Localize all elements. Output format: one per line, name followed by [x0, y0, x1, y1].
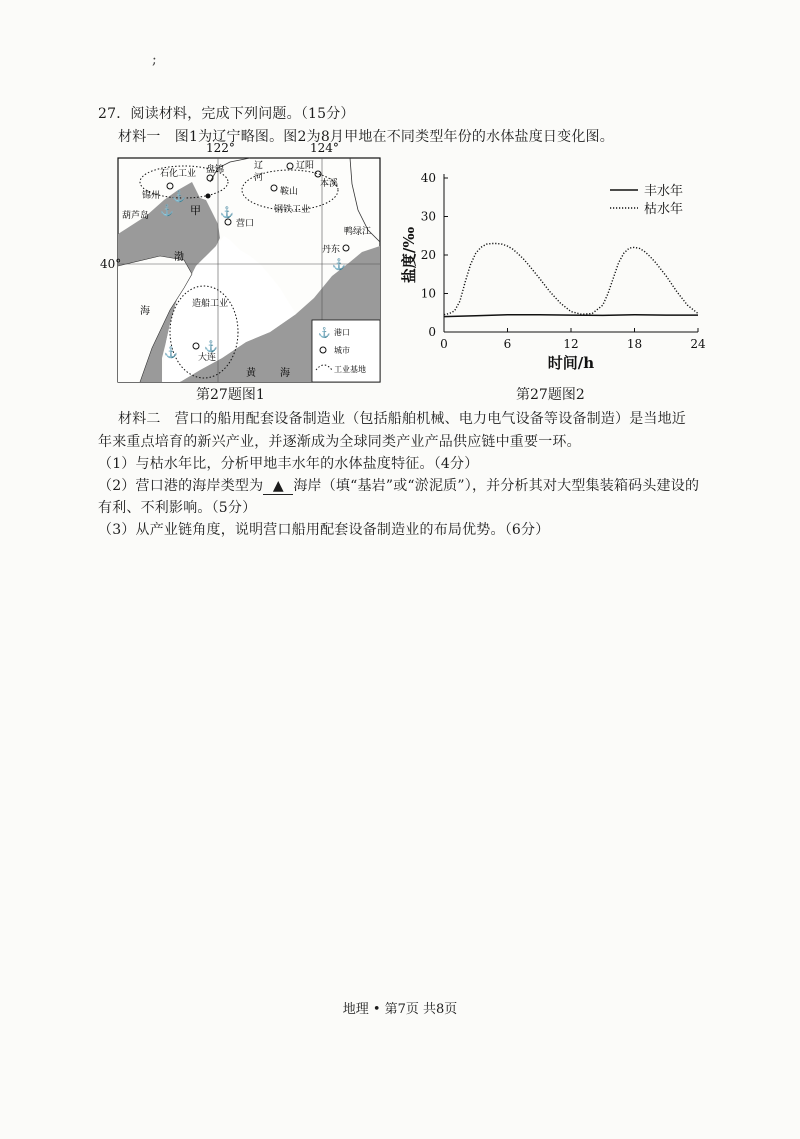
stray-mark: ; — [152, 52, 157, 68]
city-yingkou: 营口 — [236, 219, 255, 229]
city-dandong: 丹东 — [322, 245, 341, 255]
material-two-line1: 材料二 营口的船用配套设备制造业（包括船舶机械、电力电气设备等设备制造）是当地近 — [118, 411, 686, 427]
y-tick-label: 20 — [420, 248, 436, 262]
sub-question-2-suffix: 海岸（填“基岩”或“淤泥质”），并分析其对大型集装箱码头建设的 — [293, 478, 700, 494]
answer-blank[interactable]: ▲ — [263, 478, 293, 495]
lat-40-label: 40° — [100, 257, 122, 271]
city-jinzhou: 锦州 — [142, 191, 161, 201]
zone-petrochem-label: 石化工业 — [160, 169, 197, 179]
lon-124-label: 124° — [310, 141, 339, 155]
lon-122-label: 122° — [206, 141, 235, 155]
liaoning-map — [100, 138, 382, 384]
series-line-dry-year — [444, 244, 698, 315]
port-anchor-icon: ⚓ — [164, 346, 178, 359]
x-tick-label: 18 — [626, 337, 643, 351]
sub-question-2-line1 — [98, 475, 699, 495]
sea-label-bo: 渤 — [174, 252, 184, 263]
river-label-he: 河 — [254, 173, 264, 183]
sea-label-huang: 黄 — [246, 368, 256, 379]
page-footer: 地理 • 第7页 共8页 — [342, 1002, 458, 1017]
sea-label-hai2: 海 — [280, 368, 290, 379]
sub-question-1: （1）与枯水年比，分析甲地丰水年的水体盐度特征。（4分） — [98, 456, 479, 472]
legend-port-label: 港口 — [334, 328, 350, 337]
x-tick-label: 0 — [440, 337, 448, 351]
legend-label: 丰水年 — [644, 184, 684, 199]
legend-label: 枯水年 — [644, 202, 684, 217]
port-anchor-icon: ⚓ — [172, 190, 186, 203]
chart-caption: 第27题图2 — [516, 387, 585, 403]
sea-label-hai: 海 — [140, 306, 150, 317]
port-anchor-icon: ⚓ — [332, 258, 346, 271]
salinity-chart — [400, 160, 710, 382]
point-jia-label: 甲 — [190, 204, 201, 217]
sub-question-2-prefix: （2）营口港的海岸类型为 — [98, 478, 264, 494]
x-tick-label: 6 — [503, 337, 512, 351]
city-liaoyang: 辽阳 — [296, 161, 315, 171]
legend-port-icon: ⚓ — [318, 328, 331, 339]
river-label-liao: 辽 — [254, 161, 264, 171]
material-two-line2: 年来重点培育的新兴产业，并逐渐成为全球同类产业产品供应链中重要一环。 — [98, 434, 581, 450]
city-benxi: 本溪 — [320, 179, 339, 189]
series-line-wet-year — [444, 315, 698, 317]
x-tick-label: 12 — [563, 337, 579, 351]
x-axis-label: 时间/h — [547, 354, 595, 372]
material-one: 材料一 图1为辽宁略图。图2为8月甲地在不同类型年份的水体盐度日变化图。 — [118, 129, 614, 145]
river-label-yalu: 鸭绿江 — [344, 227, 372, 237]
point-jia-marker — [206, 194, 211, 199]
port-anchor-icon: ⚓ — [220, 206, 234, 219]
y-tick-label: 10 — [420, 286, 436, 301]
y-tick-label: 30 — [420, 209, 436, 224]
city-panjin: 盘锦 — [206, 165, 225, 175]
zone-steel-label: 钢铁工业 — [274, 205, 311, 215]
zone-shipbuilding-label: 造船工业 — [192, 299, 229, 309]
map-caption: 第27题图1 — [196, 387, 265, 403]
y-axis-label: 盐度/‰ — [400, 226, 418, 284]
port-anchor-icon: ⚓ — [160, 204, 174, 217]
city-huludao: 葫芦岛 — [122, 211, 150, 221]
city-dalian: 大连 — [198, 353, 217, 363]
y-tick-label: 0 — [428, 325, 436, 339]
legend-city-label: 城市 — [334, 346, 350, 355]
legend-zone-label: 工业基地 — [334, 365, 366, 374]
sub-question-3: （3）从产业链角度，说明营口船用配套设备制造业的布局优势。（6分） — [98, 522, 550, 538]
city-anshan: 鞍山 — [280, 187, 299, 197]
x-tick-label: 24 — [690, 337, 706, 351]
sub-question-2-line2: 有利、不利影响。（5分） — [98, 500, 257, 516]
question-title: 27．阅读材料，完成下列问题。（15分） — [98, 106, 355, 122]
port-anchor-icon: ⚓ — [204, 340, 218, 353]
y-tick-label: 40 — [420, 171, 436, 185]
